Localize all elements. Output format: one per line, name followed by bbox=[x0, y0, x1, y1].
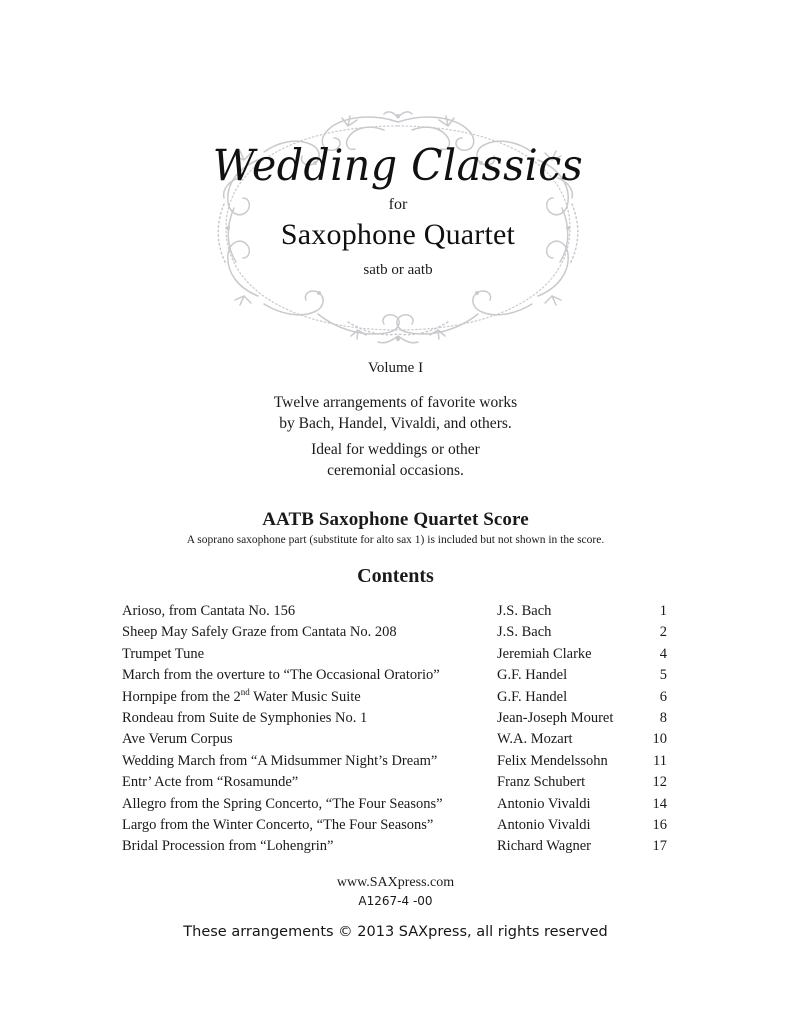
score-heading: AATB Saxophone Quartet Score bbox=[262, 509, 529, 530]
contents-row-composer: J.S. Bach bbox=[497, 603, 552, 619]
cover-voicing: satb or aatb bbox=[363, 262, 433, 279]
contents-row-composer: Antonio Vivaldi bbox=[497, 816, 591, 833]
contents-row bbox=[122, 604, 667, 625]
contents-row-page: 12 bbox=[652, 774, 667, 791]
contents-row-page: 10 bbox=[652, 731, 667, 748]
contents-row-page: 11 bbox=[653, 752, 667, 769]
contents-row bbox=[122, 711, 667, 732]
contents-row-composer: Jean-Joseph Mouret bbox=[497, 709, 614, 726]
contents-row-title: Wedding March from “A Midsummer Night’s Dream” bbox=[122, 752, 438, 769]
contents-row-title: Rondeau from Suite de Symphonies No. 1 bbox=[122, 709, 368, 726]
contents-row-page: 6 bbox=[659, 688, 667, 705]
contents-row-title: Entr’ Acte from “Rosamunde” bbox=[122, 774, 299, 791]
contents-row-title: Hornpipe from the 2nd Water Music Suite bbox=[122, 686, 361, 705]
contents-row bbox=[122, 625, 667, 646]
contents-row-title: Ave Verum Corpus bbox=[122, 731, 233, 748]
contents-row-title: Sheep May Safely Graze from Cantata No. 208 bbox=[122, 624, 397, 641]
description-line-2: by Bach, Handel, Vivaldi, and others. bbox=[279, 414, 512, 432]
contents-row-composer: Franz Schubert bbox=[497, 774, 586, 791]
contents-table bbox=[122, 604, 667, 861]
title-block bbox=[198, 108, 598, 348]
cover-for-label: for bbox=[388, 196, 408, 214]
catalog-number: A1267-4 -00 bbox=[358, 894, 433, 908]
contents-row bbox=[122, 797, 667, 818]
score-note: A soprano saxophone part (substitute for alto sax 1) is included but not shown in the score. bbox=[186, 534, 605, 546]
contents-row bbox=[122, 775, 667, 796]
contents-row-title: Trumpet Tune bbox=[122, 645, 205, 662]
contents-row-page: 16 bbox=[652, 816, 667, 833]
contents-row-composer: J.S. Bach bbox=[497, 624, 552, 641]
contents-row-page: 1 bbox=[659, 603, 667, 619]
contents-row-page: 5 bbox=[659, 667, 667, 684]
cover-title-script: Wedding Classics bbox=[212, 139, 584, 191]
contents-row-composer: Antonio Vivaldi bbox=[497, 795, 591, 812]
description-line-4: ceremonial occasions. bbox=[327, 461, 464, 479]
contents-heading: Contents bbox=[357, 565, 434, 587]
publisher-website: www.SAXpress.com bbox=[336, 875, 455, 890]
contents-row-composer: G.F. Handel bbox=[497, 667, 568, 684]
contents-row-title: Allegro from the Spring Concerto, “The Four Seasons” bbox=[122, 795, 443, 812]
contents-row-page: 4 bbox=[659, 645, 667, 662]
contents-table-body bbox=[122, 604, 667, 861]
contents-row bbox=[122, 839, 667, 860]
ordinal-suffix: nd bbox=[240, 686, 250, 697]
contents-row-page: 17 bbox=[652, 838, 667, 855]
contents-row-title: Arioso, from Cantata No. 156 bbox=[122, 603, 296, 619]
contents-row bbox=[122, 818, 667, 839]
contents-row-title: Largo from the Winter Concerto, “The Four Seasons” bbox=[122, 816, 434, 833]
contents-row-composer: Jeremiah Clarke bbox=[497, 645, 592, 662]
cover-title-main: Saxophone Quartet bbox=[280, 218, 516, 252]
description-block-1 bbox=[0, 393, 791, 435]
description-block-2 bbox=[0, 440, 791, 482]
contents-row-composer: G.F. Handel bbox=[497, 688, 568, 705]
contents-row-composer: Felix Mendelssohn bbox=[497, 752, 608, 769]
contents-row-page: 8 bbox=[659, 709, 667, 726]
contents-row-page: 14 bbox=[652, 795, 667, 812]
copyright-notice: These arrangements © 2013 SAXpress, all rights reserved bbox=[183, 924, 608, 940]
contents-row-composer: Richard Wagner bbox=[497, 838, 591, 855]
contents-row-title: March from the overture to “The Occasional Oratorio” bbox=[122, 667, 440, 684]
contents-row bbox=[122, 668, 667, 689]
contents-row bbox=[122, 647, 667, 668]
contents-row-page: 2 bbox=[659, 624, 667, 641]
description-line-3: Ideal for weddings or other bbox=[311, 441, 480, 458]
volume-label: Volume I bbox=[367, 360, 424, 376]
contents-row bbox=[122, 690, 667, 711]
contents-row-composer: W.A. Mozart bbox=[497, 731, 573, 748]
title-cartouche bbox=[198, 108, 598, 348]
contents-row bbox=[122, 754, 667, 775]
contents-row-title: Bridal Procession from “Lohengrin” bbox=[122, 838, 334, 855]
description-line-1: Twelve arrangements of favorite works bbox=[273, 394, 518, 411]
contents-row bbox=[122, 732, 667, 753]
